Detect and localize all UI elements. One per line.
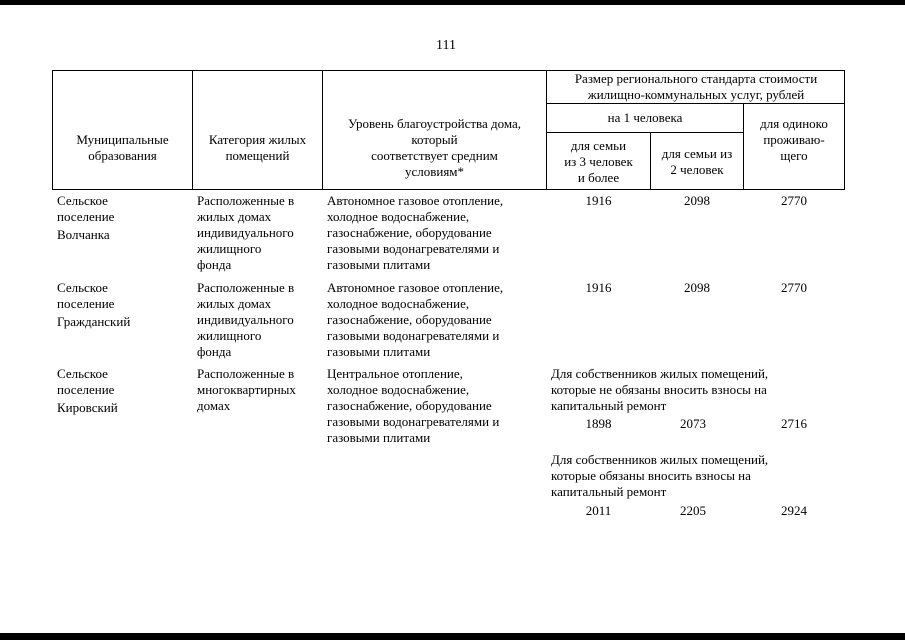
row2-municipal: Сельское поселение Гражданский	[57, 280, 131, 329]
row1-category: Расположенные в жилых домах индивидуального жилищного фонда	[197, 193, 295, 272]
row3-municipal: Сельское поселение Кировский	[57, 366, 118, 415]
row3-value-family3-a: 1898	[585, 416, 612, 431]
header-per-person: на 1 человека	[607, 110, 683, 125]
page-number: 111	[436, 38, 456, 53]
row3-category: Расположенные в многоквартирных домах	[197, 366, 296, 413]
row3-note-capital-repair: Для собственников жилых помещений, которые обязаны вносить взносы на капитальный ремонт	[551, 452, 769, 499]
row3-value-family2-b: 2205	[680, 503, 706, 518]
header-family-2: для семьи из 2 человек	[661, 146, 733, 177]
header-category: Категория жилых помещений	[208, 132, 307, 163]
header-divider-1	[192, 70, 193, 190]
header-hline-2	[546, 132, 743, 133]
row3-value-single-a: 2716	[781, 416, 807, 431]
header-hline-1	[546, 103, 845, 104]
top-border	[0, 0, 905, 5]
row2-value-family3: 1916	[585, 280, 612, 295]
row1-level: Автономное газовое отопление, холодное водоснабжение, газоснабжение, оборудование газовыми водонагревателями и газовыми плитами	[327, 193, 504, 272]
row3-value-family3-b: 2011	[585, 503, 612, 518]
row2-value-single: 2770	[781, 280, 807, 295]
bottom-border	[0, 633, 905, 640]
row1-value-family2: 2098	[684, 193, 710, 208]
row2-level: Автономное газовое отопление, холодное водоснабжение, газоснабжение, оборудование газовыми водонагревателями и газовыми плитами	[327, 280, 504, 359]
row1-value-family3: 1916	[585, 193, 612, 208]
header-standard-size: Размер регионального стандарта стоимости жилищно-коммунальных услуг, рублей	[574, 71, 818, 102]
row3-value-single-b: 2924	[781, 503, 807, 518]
row1-value-single: 2770	[781, 193, 807, 208]
row1-municipal: Сельское поселение Волчанка	[57, 193, 115, 242]
header-level: Уровень благоустройства дома, который соответствует средним условиям*	[347, 116, 522, 179]
row3-value-family2-a: 2073	[680, 416, 706, 431]
header-municipal: Муниципальные образования	[76, 132, 169, 163]
row2-category: Расположенные в жилых домах индивидуального жилищного фонда	[197, 280, 295, 359]
row3-note-no-capital-repair: Для собственников жилых помещений, которые не обязаны вносить взносы на капитальный ремонт	[551, 366, 769, 413]
header-family-3: для семьи из 3 человек и более	[564, 138, 633, 185]
row3-level: Центральное отопление, холодное водоснабжение, газоснабжение, оборудование газовыми водонагревателями и газовыми плитами	[327, 366, 500, 445]
header-single: для одиноко проживаю- щего	[760, 116, 828, 163]
row2-value-family2: 2098	[684, 280, 710, 295]
